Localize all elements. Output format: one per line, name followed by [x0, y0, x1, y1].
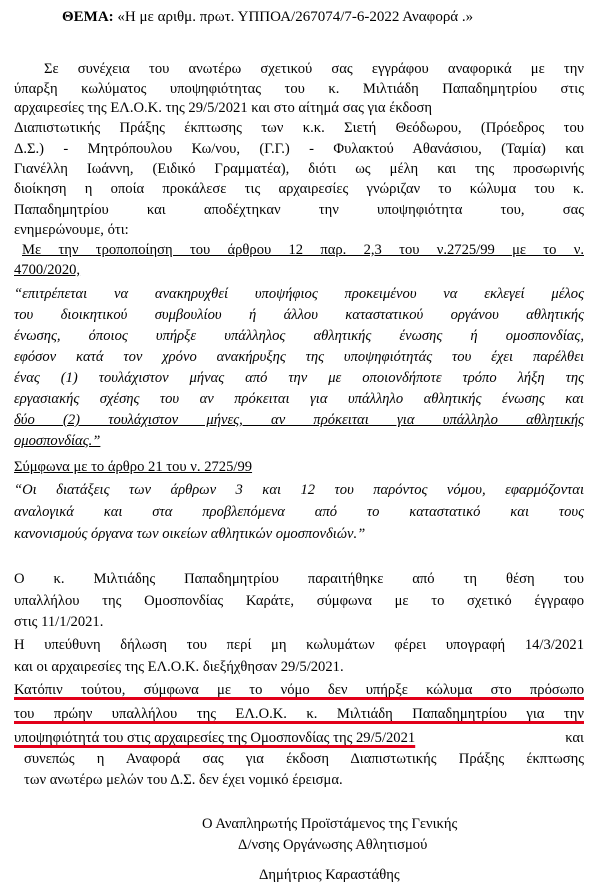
highlighted-line: του πρώην υπαλλήλου της ΕΛ.Ο.Κ. κ. Μιλτιάδη Παπαδημητρίου για την	[14, 706, 584, 722]
law-reference-1: Με την τροποποίηση του άρθρου 12 παρ. 2,3 του ν.2725/99 με το ν.	[22, 242, 584, 258]
quote-line: του διοικητικού συμβουλίου ή άλλου καταστατικού οργάνου αθλητικής	[14, 307, 584, 323]
body-line: υπαλλήλου της Ομοσπονδίας Καράτε, σύμφωνα με το σχετικό έγγραφο	[14, 593, 584, 609]
quote-line-underlined: ομοσπονδίας.”	[14, 433, 101, 449]
subject-text: «Η με αριθμ. πρωτ. ΥΠΠΟΑ/267074/7-6-2022 Αναφορά .»	[117, 9, 474, 25]
quote-line: “Οι διατάξεις των άρθρων 3 και 12 του παρόντος νόμου, εφαρμόζονται	[14, 482, 584, 498]
body-line: Η υπεύθυνη δήλωση του περί μη κωλυμάτων φέρει υπογραφή 14/3/2021	[14, 637, 584, 653]
body-line: Ο κ. Μιλτιάδης Παπαδημητρίου παραιτήθηκε από τη θέση του	[14, 571, 584, 587]
body-line: και οι αρχαιρεσίες της ΕΛ.Ο.Κ. διεξήχθησαν 29/5/2021.	[14, 659, 344, 675]
signature-name: Δημήτριος Καραστάθης	[259, 867, 400, 883]
subject-line	[62, 8, 473, 27]
quote-line: ένας (1) τουλάχιστον μήνας από την με οποιονδήποτε τρόπο λήξη της	[14, 370, 584, 386]
law-reference-2: Σύμφωνα με το άρθρο 21 του ν. 2725/99	[14, 459, 253, 475]
highlighted-line: υποψηφιότητά του στις αρχαιρεσίες της Ομοσπονδίας της 29/5/2021	[14, 730, 416, 746]
quote-line: αναλογικά και στα προβλεπόμενα από το καταστατικό και τους	[14, 504, 584, 520]
body-line: Γιανέλλη Ιωάννη, (Ειδικό Γραμματέα), διότι ως μέλη και της προσωρινής	[14, 161, 584, 177]
signature-title-1: Ο Αναπληρωτής Προϊστάμενος της Γενικής	[202, 816, 458, 832]
body-line: Σε συνέχεια του ανωτέρω σχετικού σας εγγράφου αναφορικά με την	[44, 61, 584, 77]
body-line: αρχαιρεσίες της ΕΛ.Ο.Κ. της 29/5/2021 και στο αίτημά σας για έκδοση	[14, 100, 433, 116]
quote-line: “επιτρέπεται να ανακηρυχθεί υποψήφιος προκειμένου να εκλεγεί μέλος	[14, 286, 584, 302]
quote-line: εφόσον κατά τον χρόνο ανακήρυξης της υποψηφιότητάς του έχει παρέλθει	[14, 349, 584, 365]
body-line: Διαπιστωτικής Πράξης έκπτωσης των κ.κ. Σιετή Θεόδωρου, (Πρόεδρος του	[14, 120, 584, 136]
quote-line: ένωσης, όποιος υπήρξε υπάλληλος αθλητικής ένωσης ή ομοσπονδίας,	[14, 328, 584, 344]
highlighted-line-wrap	[14, 729, 584, 748]
quote-line-underlined: δύο (2) τουλάχιστον μήνες, αν πρόκειται για υπάλληλο αθλητικής	[14, 412, 584, 428]
body-line: ενημερώνουμε, ότι:	[14, 222, 129, 238]
body-line: συνεπώς η Αναφορά σας για έκδοση Διαπιστωτικής Πράξης έκπτωσης	[24, 751, 584, 767]
law-reference-1-cont: 4700/2020,	[14, 262, 81, 278]
body-line: διοίκηση η οποία προκάλεσε τις αρχαιρεσίες γνώριζαν το κώλυμα του κ.	[14, 181, 584, 197]
body-line: των ανωτέρω μελών του Δ.Σ. δεν έχει νομικό έρεισμα.	[24, 772, 343, 788]
body-line: Δ.Σ.) - Μητρόπουλου Κω/νου, (Γ.Γ.) - Φυλακτού Αθανάσιου, (Ταμία) και	[14, 141, 584, 157]
body-line: ύπαρξη κωλύματος υποψηφιότητας του κ. Μιλτιάδη Παπαδημητρίου στις	[14, 81, 584, 97]
subject-label: ΘΕΜΑ:	[62, 9, 114, 25]
body-line: στις 11/1/2021.	[14, 614, 104, 630]
quote-line: κανονισμούς όργανα των οικείων αθλητικών ομοσπονδιών.”	[14, 526, 366, 542]
highlighted-line: Κατόπιν τούτου, σύμφωνα με το νόμο δεν υπήρξε κώλυμα στο πρόσωπο	[14, 682, 584, 698]
quote-line: εργασιακής σχέσης του αν πρόκειται για υπάλληλο αθλητικής ένωσης και	[14, 391, 584, 407]
signature-title-2: Δ/νσης Οργάνωσης Αθλητισμού	[238, 837, 428, 853]
conclusion-tail: και	[565, 730, 584, 746]
body-line: Παπαδημητρίου και αποδέχτηκαν την υποψηφιότητα του, σας	[14, 202, 584, 218]
